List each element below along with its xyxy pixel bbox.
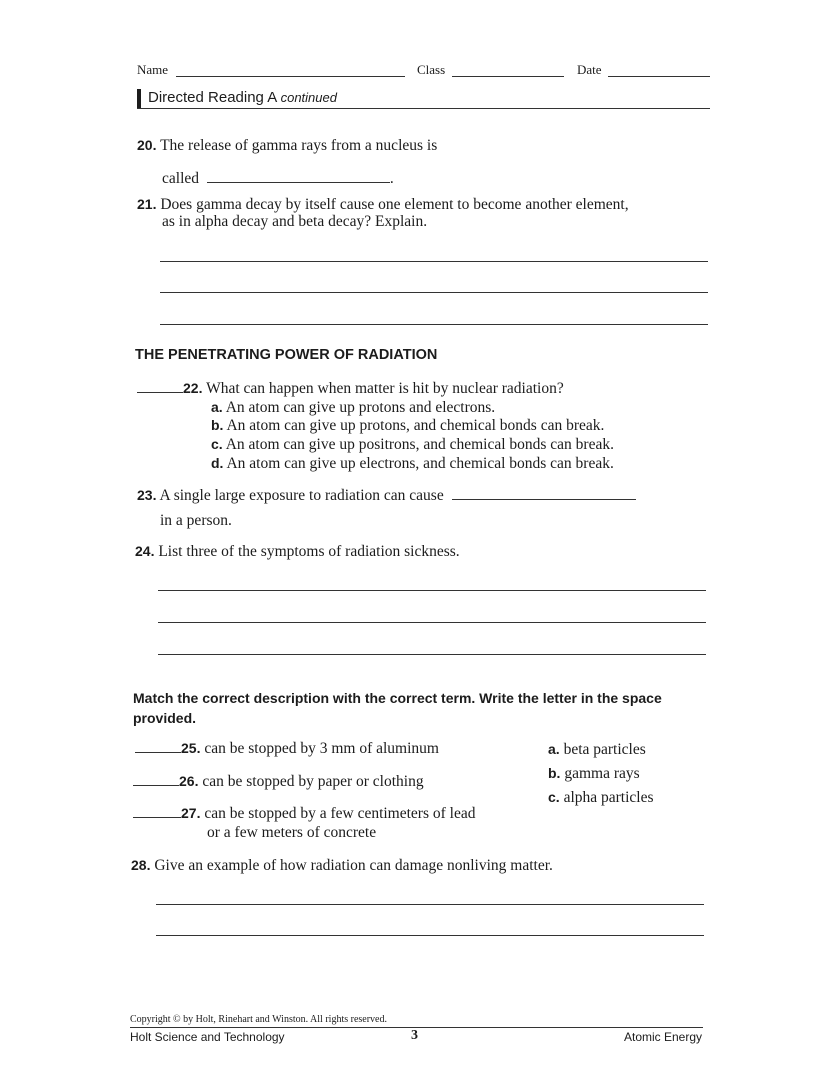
answer-blank-22[interactable] xyxy=(137,391,183,393)
answer-line-21-2[interactable] xyxy=(160,292,708,293)
question-number: 25. xyxy=(181,740,201,756)
term-text: gamma rays xyxy=(564,765,640,782)
question-text: can be stopped by paper or clothing xyxy=(202,773,424,790)
question-text: can be stopped by a few centimeters of lead xyxy=(204,805,476,822)
page-number: 3 xyxy=(411,1028,418,1043)
term-b xyxy=(548,765,640,783)
question-number: 26. xyxy=(179,773,199,789)
answer-line-24-3[interactable] xyxy=(158,654,706,655)
answer-line-28-2[interactable] xyxy=(156,935,704,936)
question-number: 23. xyxy=(137,487,157,503)
question-text: List three of the symptoms of radiation sickness. xyxy=(158,543,460,560)
answer-blank-26[interactable] xyxy=(133,784,179,786)
answer-blank-20[interactable] xyxy=(207,181,390,183)
term-text: alpha particles xyxy=(563,789,654,806)
question-number: 28. xyxy=(131,857,151,873)
term-text: beta particles xyxy=(563,741,646,758)
question-23-line2: in a person. xyxy=(160,512,232,529)
question-text: What can happen when matter is hit by nuclear radiation? xyxy=(206,380,564,397)
option-text: An atom can give up electrons, and chemical bonds can break. xyxy=(226,455,614,472)
option-letter: b. xyxy=(211,417,224,433)
answer-line-24-1[interactable] xyxy=(158,590,706,591)
question-text: Give an example of how radiation can damage nonliving matter. xyxy=(154,857,553,874)
question-text: The release of gamma rays from a nucleus is xyxy=(160,137,438,154)
class-field[interactable] xyxy=(452,76,564,77)
subject: Atomic Energy xyxy=(624,1030,703,1044)
option-text: An atom can give up positrons, and chemical bonds can break. xyxy=(225,436,614,453)
question-20-line2 xyxy=(162,170,394,188)
term-letter: c. xyxy=(548,789,560,805)
name-field[interactable] xyxy=(176,76,405,77)
term-letter: a. xyxy=(548,741,560,757)
matching-item-27 xyxy=(133,805,475,823)
answer-blank-25[interactable] xyxy=(135,751,181,753)
matching-item-26 xyxy=(133,773,424,791)
matching-instructions: Match the correct description with the correct term. Write the letter in the space provided. xyxy=(133,690,662,726)
answer-line-21-1[interactable] xyxy=(160,261,708,262)
section-heading: THE PENETRATING POWER OF RADIATION xyxy=(135,347,438,363)
matching-item-27-line2: or a few meters of concrete xyxy=(207,824,377,841)
question-22 xyxy=(137,380,564,398)
question-text: can be stopped by 3 mm of aluminum xyxy=(204,740,439,757)
answer-line-21-3[interactable] xyxy=(160,324,708,325)
section-bar xyxy=(137,89,141,109)
question-21 xyxy=(137,194,717,215)
question-number: 24. xyxy=(135,543,155,559)
question-number: 22. xyxy=(183,380,203,396)
option-22-c xyxy=(211,436,614,454)
section-subtitle: continued xyxy=(280,90,337,105)
class-label: Class xyxy=(417,62,446,77)
question-text: A single large exposure to radiation can cause xyxy=(159,487,444,504)
option-text: An atom can give up protons and electrons. xyxy=(225,399,496,416)
publisher: Holt Science and Technology xyxy=(130,1030,285,1044)
option-text: An atom can give up protons, and chemical bonds can break. xyxy=(226,417,605,434)
answer-line-28-1[interactable] xyxy=(156,904,704,905)
section-title xyxy=(148,89,337,106)
copyright: Copyright © by Holt, Rinehart and Winston. All rights reserved. xyxy=(130,1014,387,1025)
question-number: 20. xyxy=(137,137,157,153)
option-letter: d. xyxy=(211,455,224,471)
option-letter: a. xyxy=(211,399,223,415)
name-label: Name xyxy=(137,62,169,77)
question-number: 21. xyxy=(137,196,157,212)
question-21-line2: as in alpha decay and beta decay? Explain. xyxy=(162,213,428,230)
option-22-b xyxy=(211,417,604,435)
question-28 xyxy=(131,857,553,875)
section-title-text: Directed Reading A xyxy=(148,89,277,106)
term-a xyxy=(548,741,646,759)
option-22-d xyxy=(211,455,614,473)
answer-line-24-2[interactable] xyxy=(158,622,706,623)
question-23 xyxy=(137,487,636,505)
question-24 xyxy=(135,543,460,561)
question-20 xyxy=(137,137,437,155)
header-rule xyxy=(137,108,710,109)
term-letter: b. xyxy=(548,765,561,781)
question-text: Does gamma decay by itself cause one element to become another element, xyxy=(160,196,629,213)
question-text: called xyxy=(162,170,200,187)
answer-blank-23[interactable] xyxy=(452,498,636,500)
option-letter: c. xyxy=(211,436,223,452)
date-label: Date xyxy=(577,62,602,77)
question-number: 27. xyxy=(181,805,201,821)
matching-item-25 xyxy=(135,740,439,758)
answer-blank-27[interactable] xyxy=(133,816,181,818)
term-c xyxy=(548,789,654,807)
period: . xyxy=(389,170,394,187)
date-field[interactable] xyxy=(608,76,710,77)
option-22-a xyxy=(211,399,495,417)
